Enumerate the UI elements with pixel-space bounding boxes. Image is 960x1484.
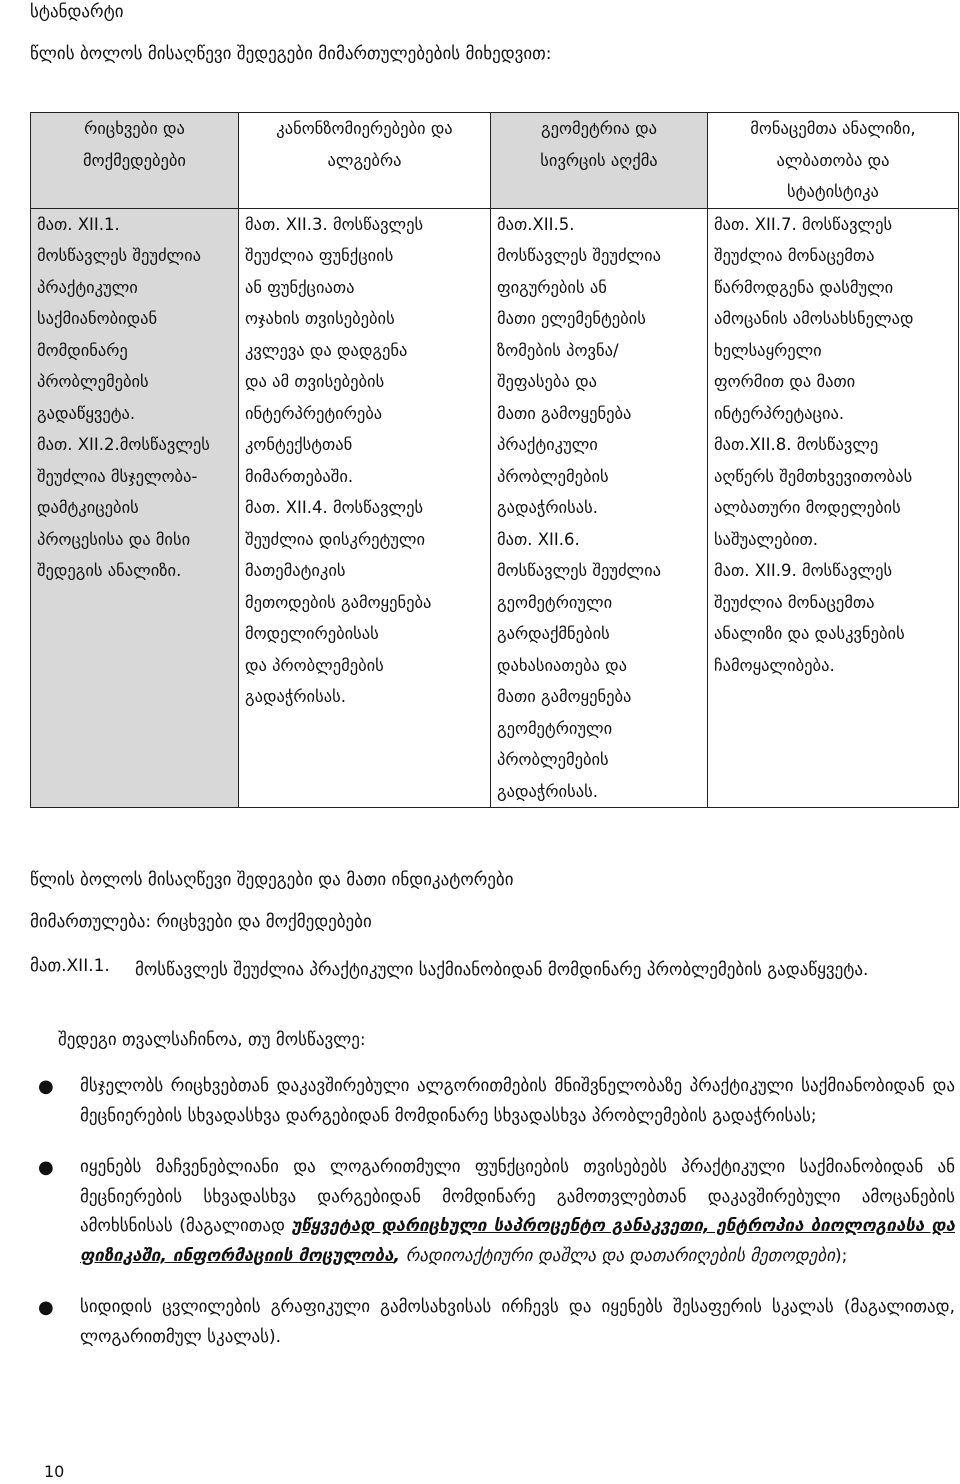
page-number: 10 — [44, 1462, 65, 1481]
indicator-separator: , — [393, 1245, 406, 1266]
cell-patterns-algebra: მათ. XII.3. მოსწავლეს შეუძლია ფუნქციის ან ფუნქციათა ოჯახის თვისებების კვლევა და დადგენა და ამ თვისებების ინტერპრეტირება კონტექსტთან მიმართებაში. მათ. XII.4. მოსწავლეს შეუძლია დისკრეტული მათემატიკის მეთოდების გამოყენება მოდელირებისას და პრობლემების გადაჭრისას. — [239, 208, 491, 808]
indicator-text: იყენებს მაჩვენებლიანი და ლოგარითმული ფუნქციების თვისებებს პრაქტიკული საქმიანობიდან ან მეცნიერების სხვადასხვა დარგებიდან მომდინარე გამოთვლებთან დაკავშირებული ამოცანების ამოხსნისას (მაგალითად — [80, 1157, 955, 1236]
direction-line: მიმართულება: რიცხვები და მოქმედებები — [30, 912, 372, 932]
indicators-intro: შედეგი თვალსაჩინოა, თუ მოსწავლე: — [58, 1030, 366, 1050]
indicator-list — [30, 1072, 955, 1374]
indicator-emphasis: უწყვეტად დარიცხული საპროცენტო განაკვეთი, ენტროპია ბიოლოგიასა და ფიზიკაში, ინფორმაციის მოცულობა — [80, 1216, 955, 1266]
header-numbers-operations: რიცხვები და მოქმედებები — [31, 113, 239, 209]
cell-data-analysis: მათ. XII.7. მოსწავლეს შეუძლია მონაცემთა წარმოდგენა დასმული ამოცანის ამოსახსნელად ხელსაყრელი ფორმით და მათი ინტერპრეტაცია. მათ.XII.8. მოსწავლე აღწერს შემთხვევითობას ალბათური მოდელების საშუალებით. მათ. XII.9. მოსწავლეს შეუძლია მონაცემთა ანალიზი და დასკვნების ჩამოყალიბება. — [708, 208, 959, 808]
outcome-statement — [30, 956, 958, 985]
bullet-icon: ● — [38, 1076, 54, 1097]
header-geometry-space: გეომეტრია და სივრცის აღქმა — [491, 113, 708, 209]
list-item — [30, 1153, 955, 1271]
table-row — [31, 208, 959, 808]
indicator-italic: რადიოაქტიური დაშლა და დათარიღების მეთოდები — [405, 1245, 836, 1266]
standards-table — [30, 112, 959, 808]
header-patterns-algebra: კანონზომიერებები და ალგებრა — [239, 113, 491, 209]
indicator-text: სიდიდის ცვლილების გრაფიკული გამოსახვისას ირჩევს და იყენებს შესაფერის სკალას (მაგალითად, ლოგარითმულ სკალას). — [80, 1297, 955, 1347]
cell-geometry-space: მათ.XII.5. მოსწავლეს შეუძლია ფიგურების ან მათი ელემენტების ზომების პოვნა/ შეფასება და მათი გამოყენება პრაქტიკული პრობლემების გადაჭრისას. მათ. XII.6. მოსწავლეს შეუძლია გეომეტრიული გარდაქმნების დახასიათება და მათი გამოყენება გეომეტრიული პრობლემების გადაჭრისას. — [491, 208, 708, 808]
page-heading: სტანდარტი — [30, 2, 124, 22]
page-subheading: წლის ბოლოს მისაღწევი შედეგები მიმართულებების მიხედვით: — [30, 44, 552, 64]
outcome-code: მათ.XII.1. — [30, 956, 110, 976]
cell-numbers-operations: მათ. XII.1. მოსწავლეს შეუძლია პრაქტიკული საქმიანობიდან მომდინარე პრობლემების გადაწყვეტა. მათ. XII.2.მოსწავლეს შეუძლია მსჯელობა- დამტკიცების პროცესისა და მისი შედეგის ანალიზი. — [31, 208, 239, 808]
bullet-icon: ● — [38, 1297, 54, 1318]
results-heading: წლის ბოლოს მისაღწევი შედეგები და მათი ინდიკატორები — [30, 870, 514, 890]
list-item — [30, 1293, 955, 1352]
outcome-text: მოსწავლეს შეუძლია პრაქტიკული საქმიანობიდან მომდინარე პრობლემების გადაწყვეტა. — [135, 960, 869, 980]
bullet-icon: ● — [38, 1157, 54, 1178]
indicator-end: ); — [835, 1245, 848, 1266]
indicator-text: მსჯელობს რიცხვებთან დაკავშირებული ალგორითმების მნიშვნელობაზე პრაქტიკული საქმიანობიდან და მეცნიერების სხვადასხვა დარგებიდან მომდინარე სხვადასხვა პრობლემების გადაჭრისას; — [80, 1076, 955, 1126]
header-data-analysis: მონაცემთა ანალიზი, ალბათობა და სტატისტიკა — [708, 113, 959, 209]
table-header-row — [31, 113, 959, 209]
list-item — [30, 1072, 955, 1131]
